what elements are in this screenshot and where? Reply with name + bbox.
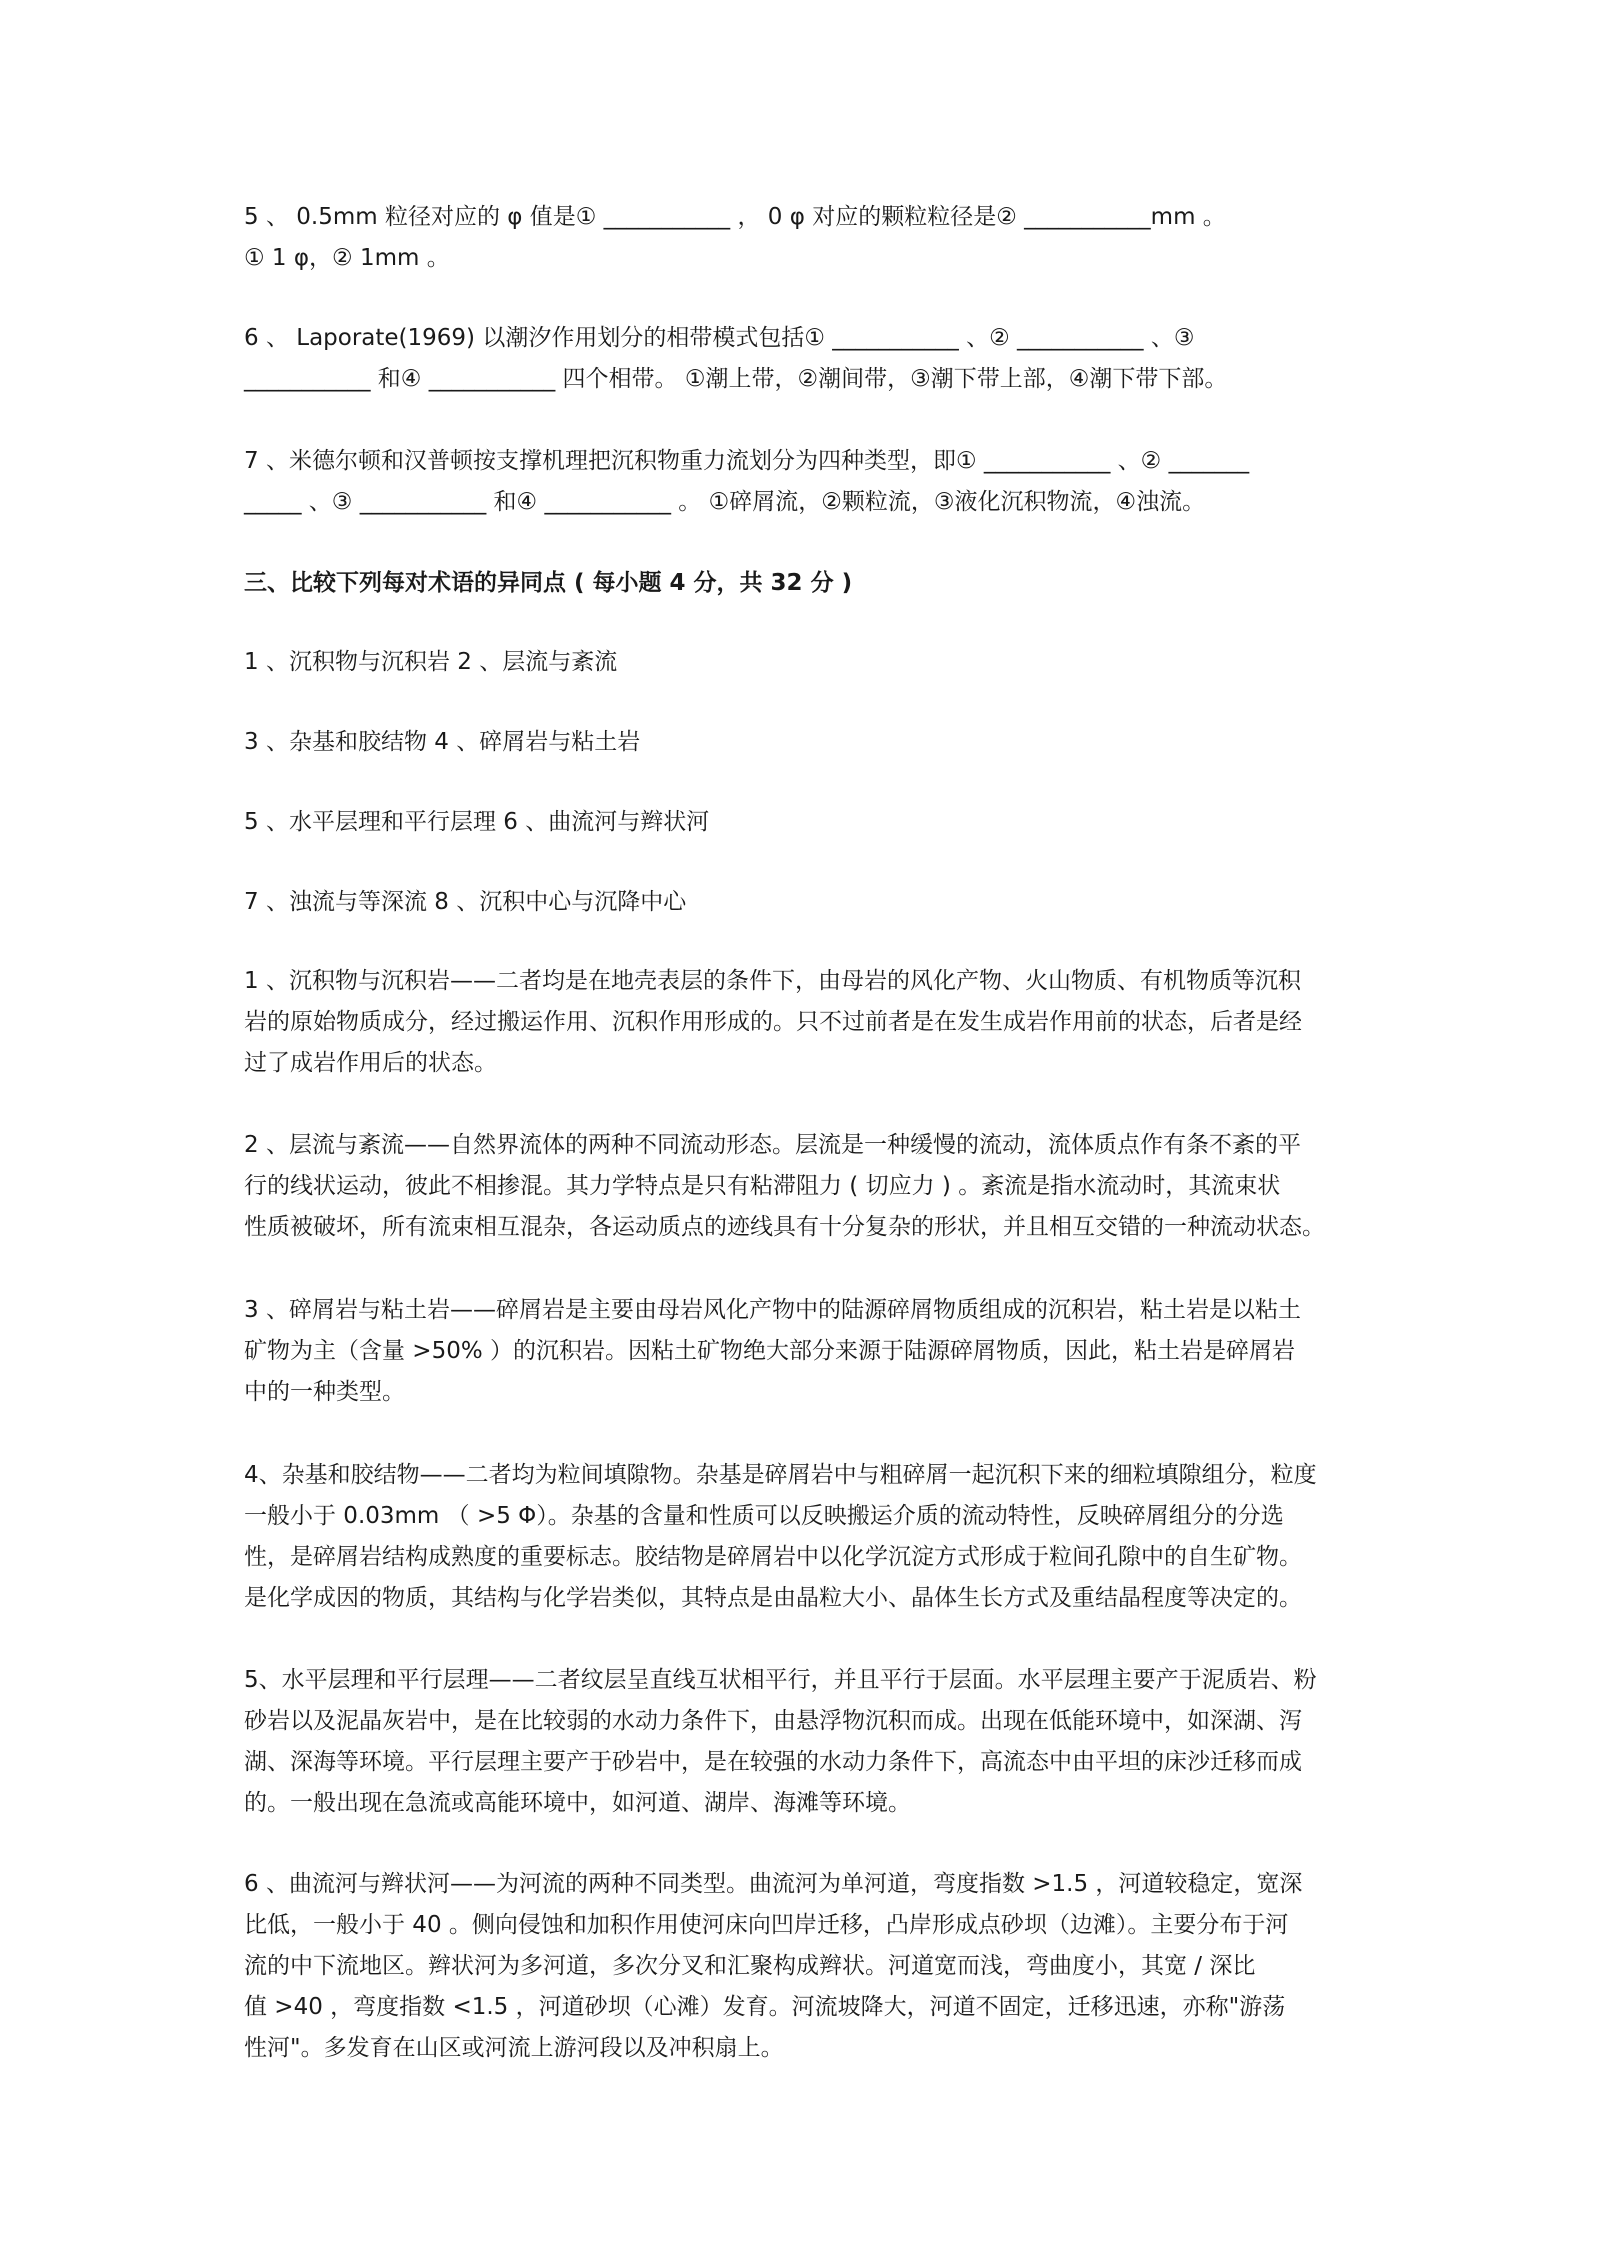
question-7-fill <box>244 441 1366 523</box>
term-pair-row <box>244 642 1366 683</box>
text-line: 6 、 Laporate(1969) 以潮汐作用划分的相带模式包括① ___________ 、② ___________ 、③ <box>244 325 1195 351</box>
section-3-heading <box>244 563 1366 604</box>
term-pair-row <box>244 802 1366 843</box>
text-line: 比低，一般小于 40 。侧向侵蚀和加积作用使河床向凹岸迁移，凸岸形成点砂坝（边滩）。主要分布于河 <box>244 1912 1289 1938</box>
text-line: 7 、米德尔顿和汉普顿按支撑机理把沉积物重力流划分为四种类型，即① ___________ 、② _______ <box>244 448 1250 474</box>
answer-4 <box>244 1455 1366 1619</box>
text-line: 6 、曲流河与辫状河——为河流的两种不同类型。曲流河为单河道，弯度指数 >1.5 ，河道较稳定，宽深 <box>244 1871 1303 1897</box>
text-line: 5 、水平层理和平行层理 6 、曲流河与辫状河 <box>244 809 710 835</box>
text-line: 一般小于 0.03mm （ >5 Φ）。杂基的含量和性质可以反映搬运介质的流动特性，反映碎屑组分的分选 <box>244 1503 1284 1529</box>
text-line: 是化学成因的物质，其结构与化学岩类似，其特点是由晶粒大小、晶体生长方式及重结晶程度等决定的。 <box>244 1585 1302 1611</box>
text-line: ___________ 和④ ___________ 四个相带。 ①潮上带，②潮间带，③潮下带上部，④潮下带下部。 <box>244 366 1228 392</box>
text-line: _____ 、③ ___________ 和④ ___________ 。 ①碎屑流，②颗粒流，③液化沉积物流，④浊流。 <box>244 489 1206 515</box>
text-line: 流的中下流地区。辫状河为多河道，多次分叉和汇聚构成辫状。河道宽而浅，弯曲度小，其宽 / 深比 <box>244 1953 1256 1979</box>
term-pair-row <box>244 722 1366 763</box>
text-line: 砂岩以及泥晶灰岩中，是在比较弱的水动力条件下，由悬浮物沉积而成。出现在低能环境中，如深湖、泻 <box>244 1708 1302 1734</box>
text-line: 3 、碎屑岩与粘土岩——碎屑岩是主要由母岩风化产物中的陆源碎屑物质组成的沉积岩，粘土岩是以粘土 <box>244 1297 1301 1323</box>
answer-6 <box>244 1864 1366 2069</box>
text-line: 3 、杂基和胶结物 4 、碎屑岩与粘土岩 <box>244 729 641 755</box>
text-line: ① 1 φ，② 1mm 。 <box>244 245 450 271</box>
text-line: 的。一般出现在急流或高能环境中，如河道、湖岸、海滩等环境。 <box>244 1790 911 1816</box>
text-line: 性，是碎屑岩结构成熟度的重要标志。胶结物是碎屑岩中以化学沉淀方式形成于粒间孔隙中的自生矿物。 <box>244 1544 1302 1570</box>
text-line: 湖、深海等环境。平行层理主要产于砂岩中，是在较强的水动力条件下，高流态中由平坦的床沙迁移而成 <box>244 1749 1302 1775</box>
text-line: 岩的原始物质成分，经过搬运作用、沉积作用形成的。只不过前者是在发生成岩作用前的状态，后者是经 <box>244 1009 1302 1035</box>
text-line: 5 、 0.5mm 粒径对应的 φ 值是① ___________ ， 0 φ 对应的颗粒粒径是② ___________mm 。 <box>244 204 1226 230</box>
text-line: 矿物为主（含量 >50% ）的沉积岩。因粘土矿物绝大部分来源于陆源碎屑物质，因此，粘土岩是碎屑岩 <box>244 1338 1296 1364</box>
text-line: 4、杂基和胶结物——二者均为粒间填隙物。杂基是碎屑岩中与粗碎屑一起沉积下来的细粒填隙组分，粒度 <box>244 1462 1317 1488</box>
answer-5 <box>244 1660 1366 1824</box>
term-pair-row <box>244 882 1366 923</box>
text-line: 性质被破坏，所有流束相互混杂，各运动质点的迹线具有十分复杂的形状，并且相互交错的一种流动状态。 <box>244 1214 1325 1240</box>
text-line: 过了成岩作用后的状态。 <box>244 1050 497 1076</box>
text-line: 7 、浊流与等深流 8 、沉积中心与沉降中心 <box>244 889 687 915</box>
answer-1 <box>244 961 1366 1084</box>
text-line: 行的线状运动，彼此不相掺混。其力学特点是只有粘滞阻力 ( 切应力 ) 。紊流是指水流动时，其流束状 <box>244 1173 1281 1199</box>
answer-2 <box>244 1125 1366 1248</box>
answer-3 <box>244 1290 1366 1413</box>
section-heading-text: 三、比较下列每对术语的异同点 ( 每小题 4 分，共 32 分 ) <box>244 570 853 596</box>
text-line: 中的一种类型。 <box>244 1379 405 1405</box>
text-line: 1 、沉积物与沉积岩 2 、层流与紊流 <box>244 649 618 675</box>
text-line: 性河"。多发育在山区或河流上游河段以及冲积扇上。 <box>244 2035 784 2061</box>
text-line: 1 、沉积物与沉积岩——二者均是在地壳表层的条件下，由母岩的风化产物、火山物质、有机物质等沉积 <box>244 968 1301 994</box>
question-5-fill <box>244 197 1366 279</box>
question-6-fill <box>244 318 1366 400</box>
text-line: 5、水平层理和平行层理——二者纹层呈直线互状相平行，并且平行于层面。水平层理主要产于泥质岩、粉 <box>244 1667 1317 1693</box>
text-line: 值 >40 ，弯度指数 <1.5 ，河道砂坝（心滩）发育。河流坡降大，河道不固定，迁移迅速，亦称"游荡 <box>244 1994 1286 2020</box>
text-line: 2 、层流与紊流——自然界流体的两种不同流动形态。层流是一种缓慢的流动，流体质点作有条不紊的平 <box>244 1132 1301 1158</box>
